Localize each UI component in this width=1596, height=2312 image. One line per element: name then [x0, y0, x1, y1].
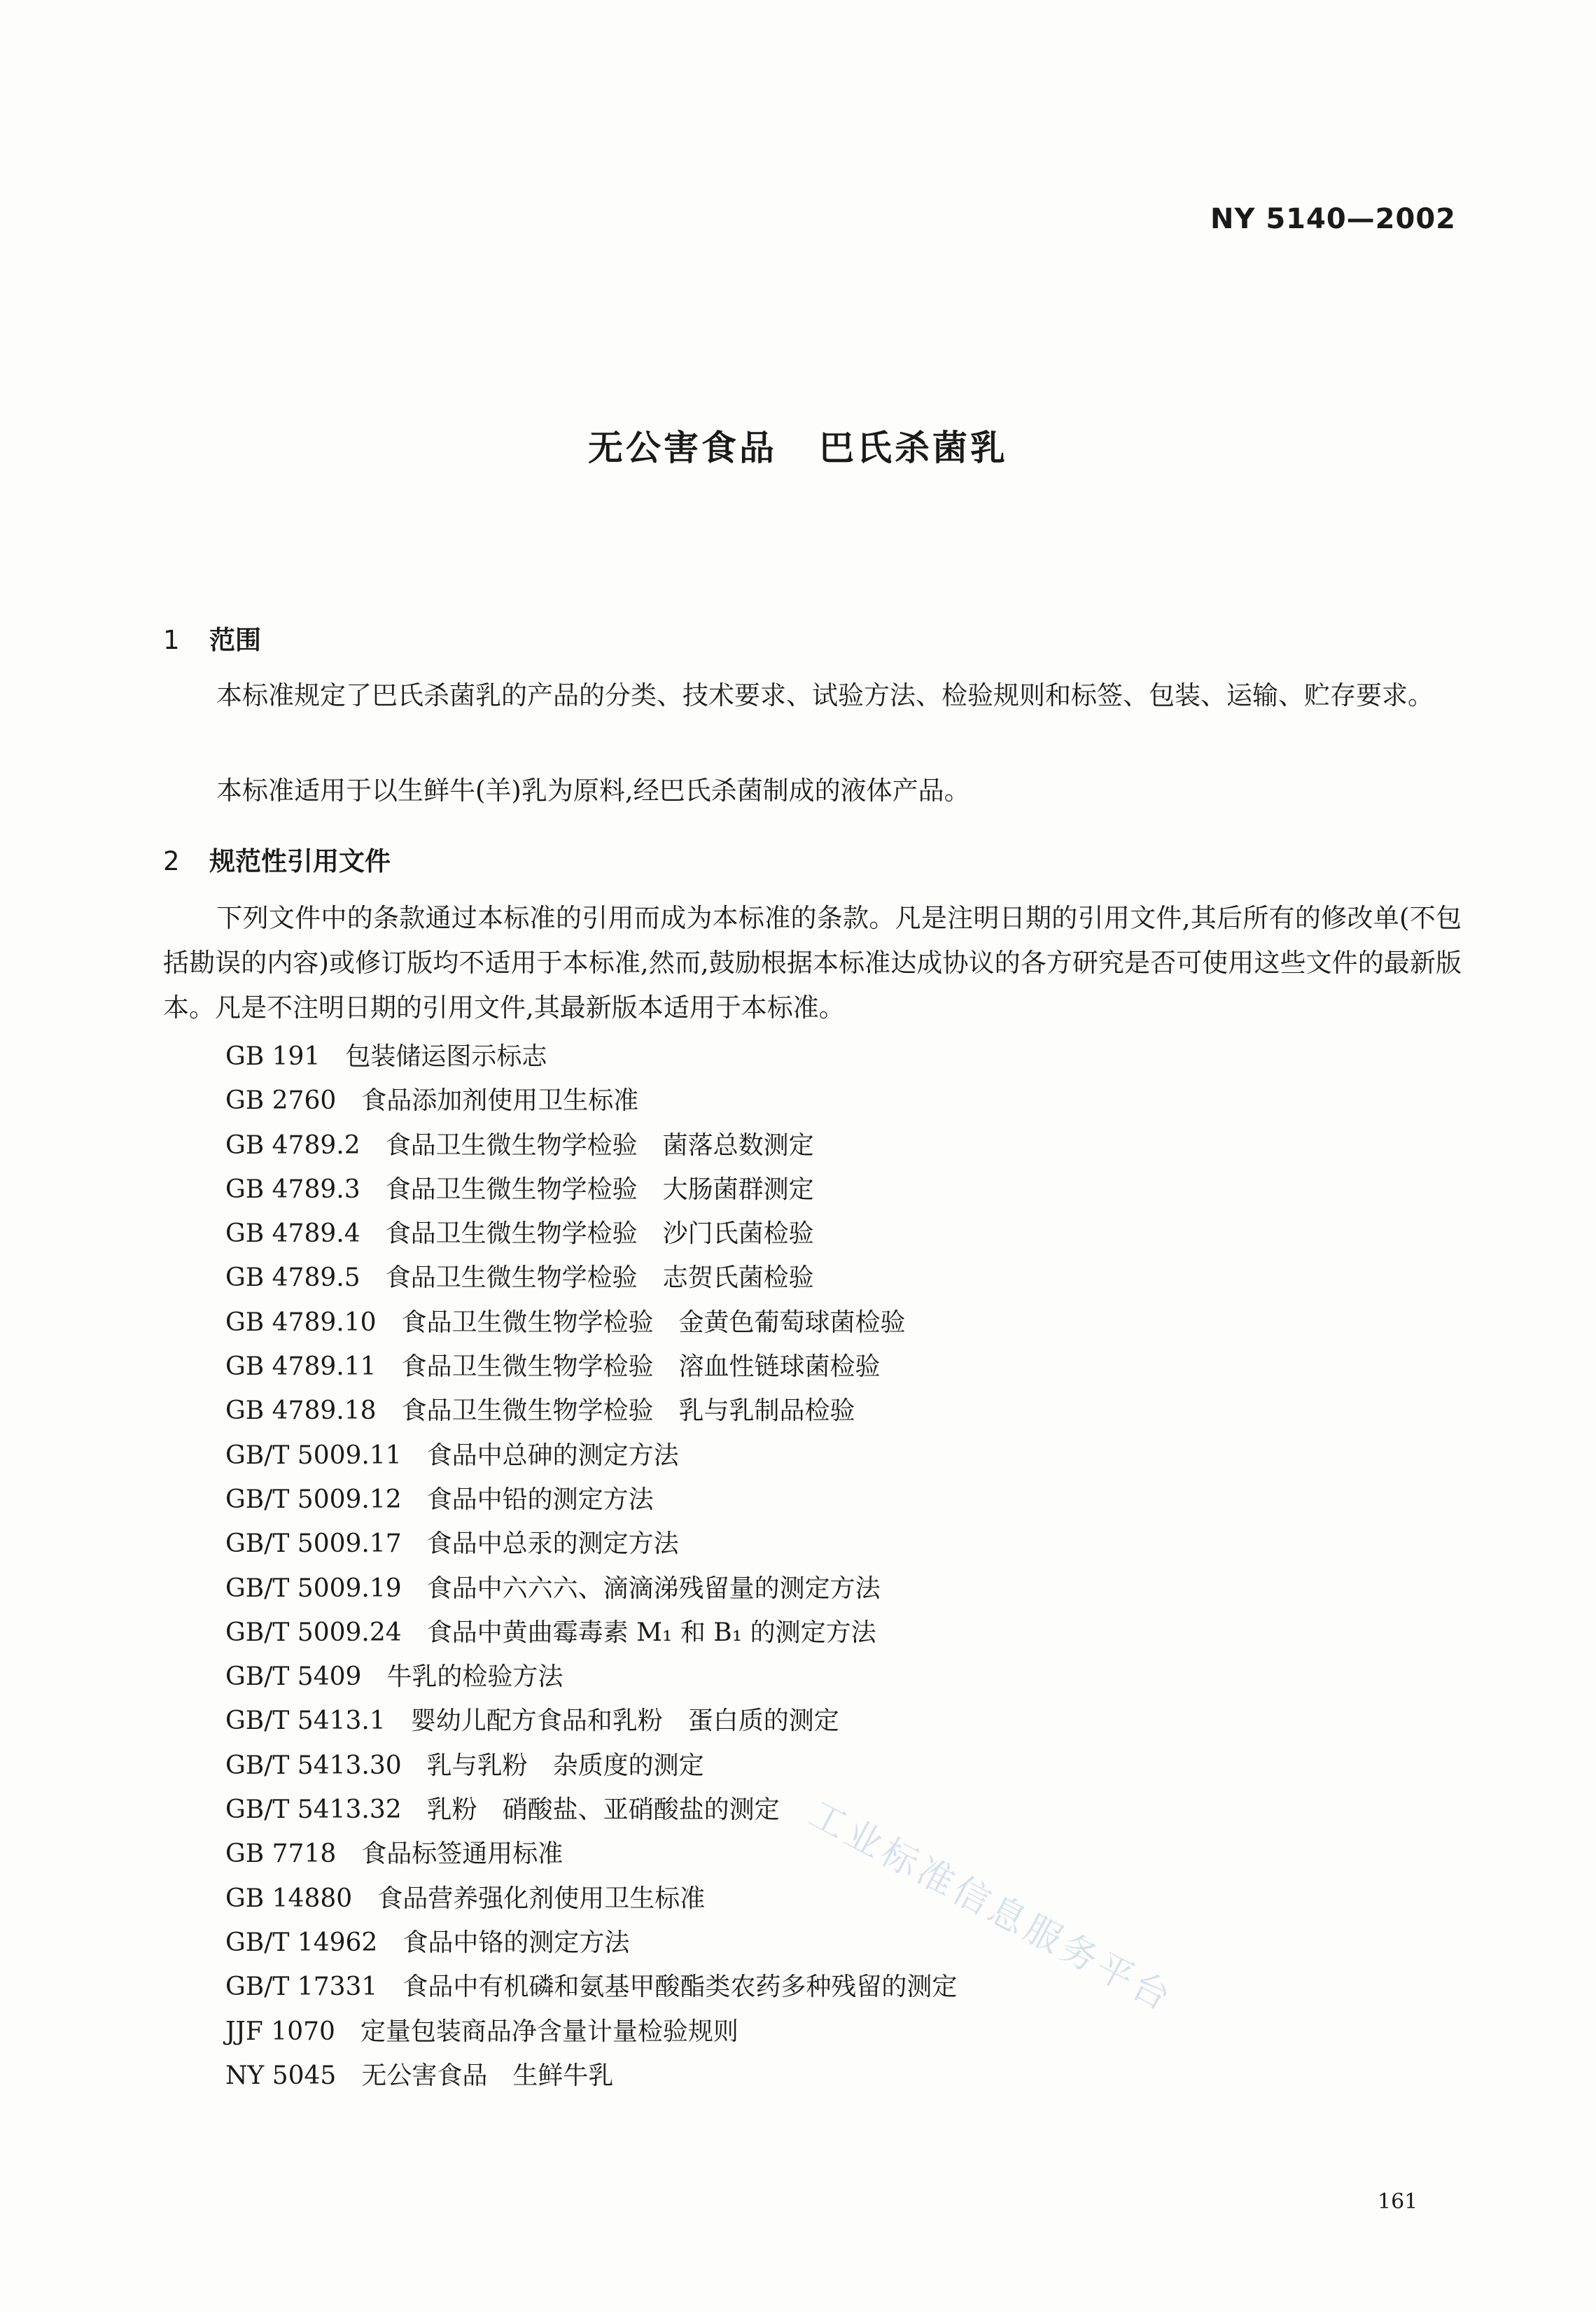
list-item: [225, 1965, 957, 2009]
scope-paragraph-1: 本标准规定了巴氏杀菌乳的产品的分类、技术要求、试验方法、检验规则和标签、包装、运输、贮存要求。: [216, 680, 1434, 710]
list-item: [225, 1744, 957, 1788]
reference-code: GB/T 5009.12: [225, 1485, 402, 1514]
reference-title: 食品中黄曲霉毒素 M₁ 和 B₁ 的测定方法: [426, 1618, 876, 1647]
list-item: [225, 1655, 957, 1699]
list-item: [225, 1434, 957, 1478]
section-number: 2: [163, 846, 180, 876]
list-item: [225, 1212, 957, 1256]
list-item: [225, 2010, 957, 2054]
reference-title: 定量包装商品净含量计量检验规则: [360, 2017, 738, 2046]
reference-code: GB 4789.4: [225, 1219, 360, 1249]
reference-title: 食品中铅的测定方法: [426, 1485, 654, 1514]
list-item: [225, 1389, 957, 1433]
reference-title: 食品中铬的测定方法: [402, 1928, 630, 1957]
list-item: [225, 1699, 957, 1743]
document-title: [0, 420, 1596, 470]
reference-title: 食品中有机磷和氨基甲酸酯类农药多种残留的测定: [402, 1973, 958, 2002]
reference-title: 食品卫生微生物学检验 志贺氏菌检验: [385, 1263, 814, 1293]
section-number: 1: [163, 625, 180, 655]
reference-code: GB/T 5009.19: [225, 1574, 402, 1603]
reference-code: GB/T 17331: [225, 1973, 378, 2002]
standard-code: NY 5140—2002: [1210, 203, 1456, 235]
list-item: [225, 1035, 957, 1079]
reference-title: 包装储运图示标志: [345, 1042, 547, 1071]
reference-code: GB/T 5413.30: [225, 1751, 402, 1780]
reference-title: 食品卫生微生物学检验 金黄色葡萄球菌检验: [401, 1308, 906, 1337]
list-item: [225, 1079, 957, 1123]
reference-code: GB/T 14962: [225, 1928, 378, 1957]
reference-title: 无公害食品 生鲜牛乳: [361, 2061, 614, 2090]
reference-code: GB 4789.2: [225, 1130, 360, 1160]
list-item: [225, 1168, 957, 1212]
reference-code: GB 2760: [225, 1086, 337, 1116]
reference-title: 婴幼儿配方食品和乳粉 蛋白质的测定: [410, 1707, 839, 1736]
reference-title: 食品营养强化剂使用卫生标准: [377, 1884, 706, 1913]
list-item: [225, 1345, 957, 1389]
list-item: [225, 2054, 957, 2098]
reference-title: 食品标签通用标准: [361, 1840, 564, 1869]
reference-title: 乳粉 硝酸盐、亚硝酸盐的测定: [426, 1795, 780, 1825]
reference-code: GB 4789.10: [225, 1308, 377, 1337]
reference-code: GB 4789.11: [225, 1352, 377, 1382]
reference-code: GB/T 5009.24: [225, 1618, 402, 1647]
reference-title: 食品中总砷的测定方法: [426, 1441, 679, 1470]
list-item: [225, 1611, 957, 1655]
page-number: 161: [1378, 2190, 1418, 2214]
watermark: 工业标准信息服务平台: [802, 1793, 1181, 2021]
reference-title: 食品添加剂使用卫生标准: [361, 1086, 639, 1116]
list-item: [225, 1921, 957, 1965]
reference-code: JJF 1070: [225, 2017, 335, 2046]
reference-list: [225, 1035, 957, 2098]
list-item: [225, 1522, 957, 1566]
section-title: 规范性引用文件: [209, 846, 391, 876]
references-intro: 下列文件中的条款通过本标准的引用而成为本标准的条款。凡是注明日期的引用文件,其后所有的修改单(不包括勘误的内容)或修订版均不适用于本标准,然而,鼓励根据本标准达成协议的各方研究是否可使用这些文件的最新版本。凡是不注明日期的引用文件,其最新版本适用于本标准。: [163, 903, 1462, 1023]
list-item: [225, 1877, 957, 1921]
list-item: [225, 1301, 957, 1345]
reference-title: 牛乳的检验方法: [386, 1662, 564, 1692]
reference-code: GB/T 5413.32: [225, 1795, 402, 1825]
reference-title: 食品中总汞的测定方法: [426, 1529, 679, 1559]
reference-code: GB 191: [225, 1042, 321, 1071]
reference-title: 食品卫生微生物学检验 溶血性链球菌检验: [401, 1352, 881, 1382]
reference-code: GB/T 5409: [225, 1662, 362, 1692]
reference-code: GB 14880: [225, 1884, 353, 1913]
title-part-2: 巴氏杀菌乳: [819, 428, 1008, 468]
reference-code: GB 4789.3: [225, 1175, 360, 1204]
reference-title: 食品卫生微生物学检验 乳与乳制品检验: [401, 1396, 855, 1426]
title-part-1: 无公害食品: [588, 428, 777, 468]
reference-title: 食品中六六六、滴滴涕残留量的测定方法: [426, 1574, 881, 1603]
list-item: [225, 1478, 957, 1522]
reference-title: 食品卫生微生物学检验 菌落总数测定: [385, 1130, 814, 1160]
reference-code: GB/T 5009.11: [225, 1441, 402, 1470]
reference-code: GB 4789.18: [225, 1396, 377, 1426]
reference-code: GB 7718: [225, 1840, 337, 1869]
list-item: [225, 1567, 957, 1611]
list-item: [225, 1256, 957, 1300]
scope-paragraph-2: 本标准适用于以生鲜牛(羊)乳为原料,经巴氏杀菌制成的液体产品。: [216, 776, 970, 806]
reference-title: 乳与乳粉 杂质度的测定: [426, 1751, 704, 1780]
reference-code: GB 4789.5: [225, 1263, 360, 1293]
reference-code: GB/T 5413.1: [225, 1707, 386, 1736]
reference-code: NY 5045: [225, 2061, 337, 2090]
reference-code: GB/T 5009.17: [225, 1529, 402, 1559]
section-2-heading: [163, 840, 391, 878]
section-1-heading: [163, 619, 261, 657]
reference-title: 食品卫生微生物学检验 大肠菌群测定: [385, 1175, 814, 1204]
section-title: 范围: [209, 625, 261, 655]
list-item: [225, 1123, 957, 1168]
reference-title: 食品卫生微生物学检验 沙门氏菌检验: [385, 1219, 814, 1249]
